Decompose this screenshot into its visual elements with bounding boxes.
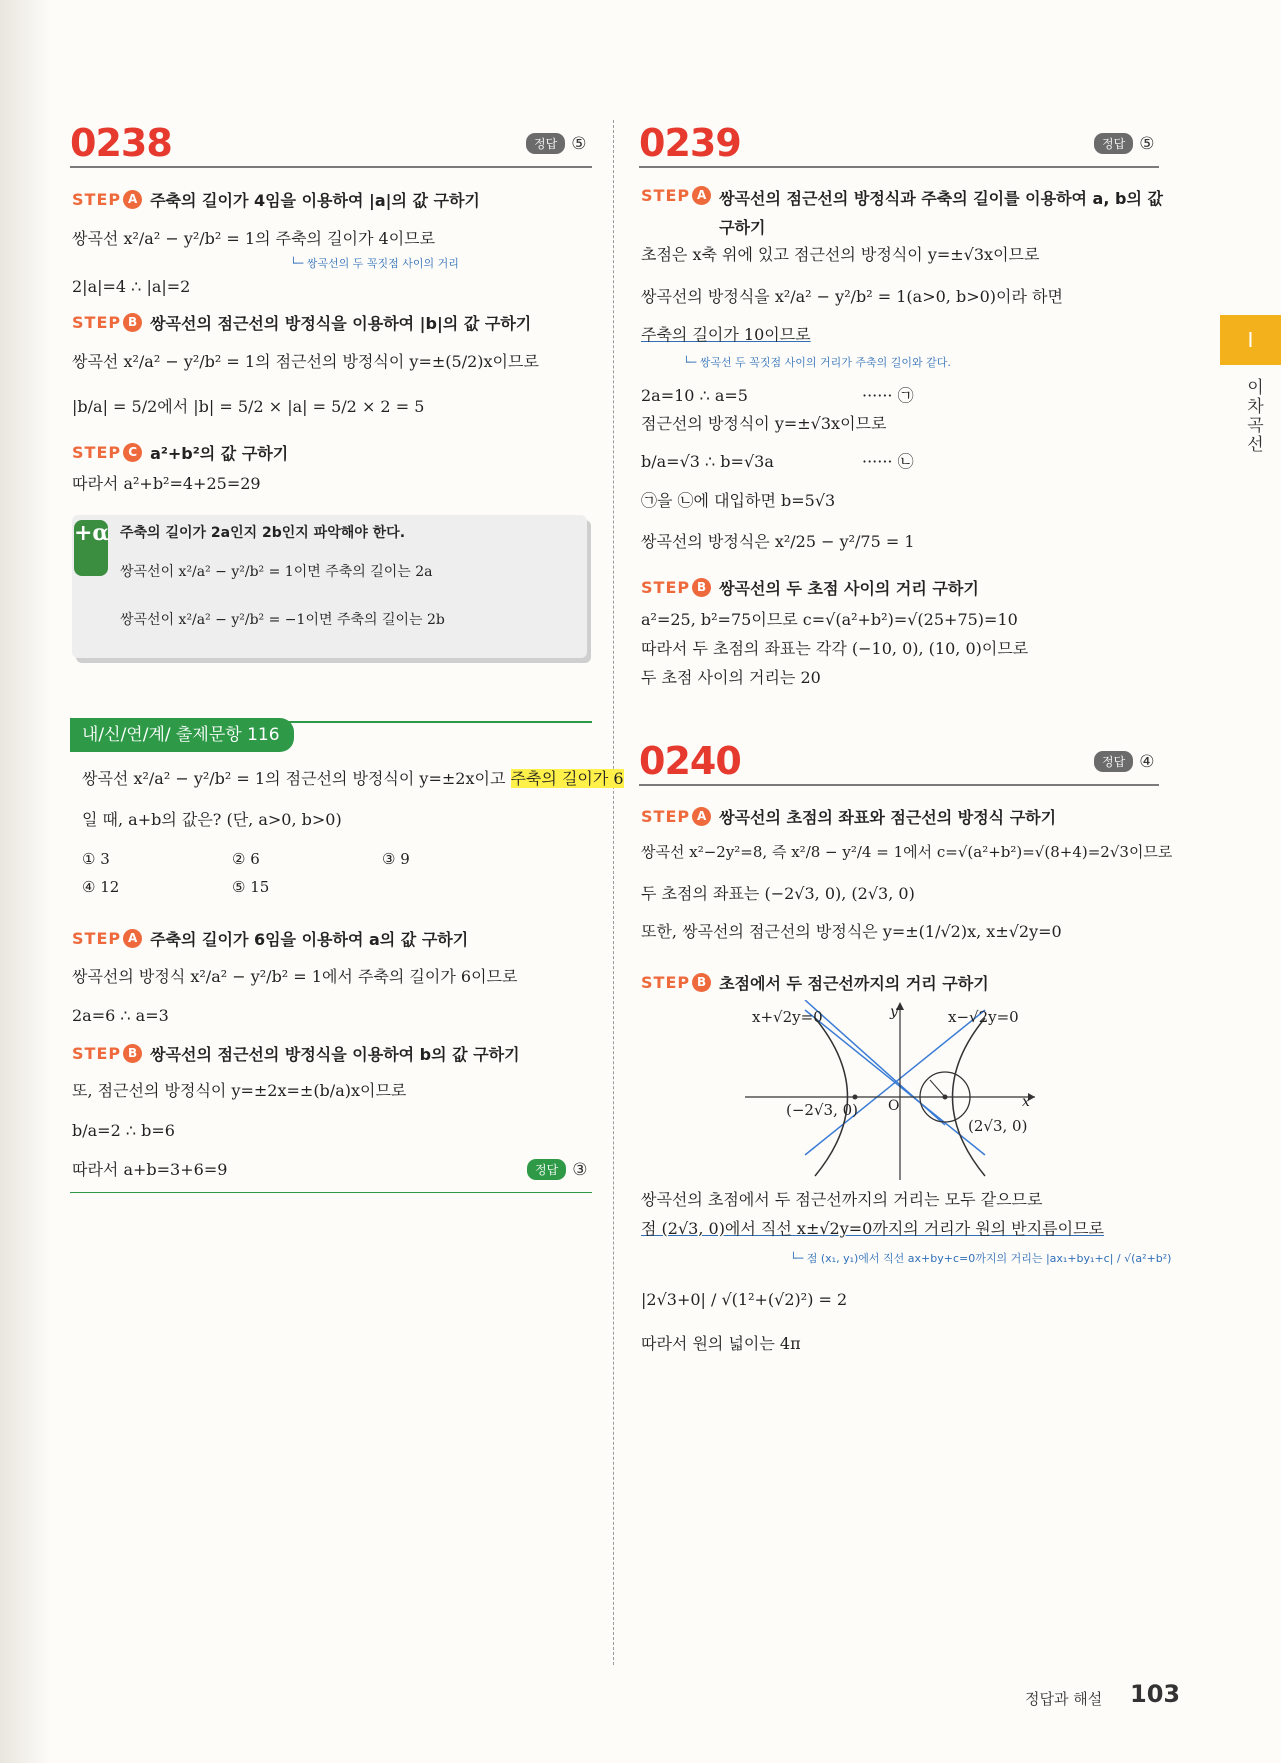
answer-related — [527, 1159, 587, 1180]
eq-line: 쌍곡선의 초점에서 두 점근선까지의 거리는 모두 같으므로 — [641, 1190, 1043, 1209]
step-a-0239 — [641, 186, 1163, 238]
question-highlight: 주축의 길이가 6 — [510, 769, 624, 788]
step-label: STEP — [72, 313, 122, 332]
step-badge: C — [123, 443, 142, 462]
eq-line: b/a=√3 ∴ b=√3a — [641, 452, 774, 471]
step-title: 쌍곡선의 점근선의 방정식을 이용하여 |b|의 값 구하기 — [150, 314, 532, 333]
step-label: STEP — [72, 929, 122, 948]
eq-line: 쌍곡선의 방정식 x²/a² − y²/b² = 1에서 주축의 길이가 6이므로 — [72, 967, 518, 986]
side-note: └─ 점 (x₁, y₁)에서 직선 ax+by+c=0까지의 거리는 |ax₁+by₁+c| / √(a²+b²) — [790, 1252, 1172, 1265]
eq-line: 두 초점의 좌표는 (−2√3, 0), (2√3, 0) — [641, 884, 915, 903]
header-rule — [639, 784, 1159, 786]
step-badge: A — [692, 186, 711, 205]
column-divider — [613, 120, 614, 1665]
answer-0239 — [1094, 133, 1154, 154]
answer-0238 — [526, 133, 586, 154]
step-a-related — [72, 927, 468, 950]
eq-line: 2|a|=4 ∴ |a|=2 — [72, 277, 191, 296]
answer-0240 — [1094, 751, 1154, 772]
step-a-0238 — [72, 188, 480, 211]
eq-line: 점 (2√3, 0)에서 직선 x±√2y=0까지의 거리가 원의 반지름이므로 — [641, 1219, 1105, 1238]
step-title: 쌍곡선의 점근선의 방정식과 주축의 길이를 이용하여 a, b의 값 — [719, 189, 1163, 208]
focus-right-label: (2√3, 0) — [968, 1117, 1028, 1135]
answer-pill: 정답 — [1094, 751, 1133, 772]
answer-pill: 정답 — [1094, 133, 1133, 154]
y-axis-label: y — [890, 1004, 898, 1020]
footer-label: 정답과 해설 — [1025, 1690, 1103, 1708]
step-title: a²+b²의 값 구하기 — [150, 444, 289, 463]
note-text: 쌍곡선의 두 꼭짓점 사이의 거리 — [306, 257, 459, 270]
eq-line: 쌍곡선 x²−2y²=8, 즉 x²/8 − y²/4 = 1에서 c=√(a²+b²)=√(8+4)=2√3이므로 — [641, 843, 1173, 861]
header-rule — [70, 166, 592, 168]
tip-line: 쌍곡선이 x²/a² − y²/b² = 1이면 주축의 길이는 2a — [120, 564, 433, 580]
step-title: 쌍곡선의 초점의 좌표와 점근선의 방정식 구하기 — [719, 808, 1057, 827]
header-rule — [639, 166, 1159, 168]
eq-line: 주축의 길이가 10이므로 — [641, 325, 811, 344]
eq-tag: ······ ㉠ — [862, 386, 914, 405]
choice: ⑤ 15 — [232, 878, 270, 896]
step-title-block — [719, 186, 1163, 238]
step-label: STEP — [72, 190, 122, 209]
step-a-0240 — [641, 805, 1056, 828]
chapter-label: 이차곡선 — [1243, 378, 1263, 454]
problem-number-0239: 0239 — [639, 121, 741, 165]
step-title: 주축의 길이가 4임을 이용하여 |a|의 값 구하기 — [150, 191, 480, 210]
side-note: └─ 쌍곡선 두 꼭짓점 사이의 거리가 주축의 길이와 같다. — [683, 356, 951, 369]
step-badge: A — [123, 190, 142, 209]
note-text: 쌍곡선 두 꼭짓점 사이의 거리가 주축의 길이와 같다. — [699, 356, 951, 369]
eq-tag: ······ ㉡ — [862, 452, 914, 471]
eq-line: 또한, 쌍곡선의 점근선의 방정식은 y=±(1/√2)x, x±√2y=0 — [641, 922, 1062, 941]
chapter-tab: I — [1220, 315, 1281, 365]
plus-alpha-icon: +α — [74, 520, 108, 576]
eq-line: |2√3+0| / √(1²+(√2)²) = 2 — [641, 1290, 848, 1309]
step-label: STEP — [641, 973, 691, 992]
focus-left-point — [853, 1095, 858, 1100]
eq-line: 따라서 a+b=3+6=9 — [72, 1160, 228, 1179]
step-badge: A — [123, 929, 142, 948]
problem-number-0238: 0238 — [70, 121, 172, 165]
answer-pill: 정답 — [527, 1159, 566, 1180]
choice: ① 3 — [82, 850, 110, 868]
eq-line: 따라서 두 초점의 좌표는 각각 (−10, 0), (10, 0)이므로 — [641, 639, 1029, 658]
step-title: 주축의 길이가 6임을 이용하여 a의 값 구하기 — [150, 930, 469, 949]
eq-line: 쌍곡선의 방정식은 x²/25 − y²/75 = 1 — [641, 532, 915, 551]
problem-number-0240: 0240 — [639, 739, 741, 783]
step-label: STEP — [641, 186, 691, 205]
asymptote-label-right: x−√2y=0 — [948, 1008, 1019, 1026]
step-title: 쌍곡선의 점근선의 방정식을 이용하여 b의 값 구하기 — [150, 1045, 520, 1064]
step-badge: B — [123, 1044, 142, 1063]
radius-line — [930, 1080, 945, 1097]
side-note: └─ 쌍곡선의 두 꼭짓점 사이의 거리 — [290, 257, 459, 270]
eq-line: 쌍곡선 x²/a² − y²/b² = 1의 점근선의 방정식이 y=±(5/2)x이므로 — [72, 352, 539, 371]
eq-line: ㉠을 ㉡에 대입하면 b=5√3 — [641, 491, 836, 510]
step-badge: B — [123, 313, 142, 332]
step-label: STEP — [72, 443, 122, 462]
choice: ② 6 — [232, 850, 260, 868]
choice: ③ 9 — [382, 850, 410, 868]
step-badge: B — [692, 578, 711, 597]
answer-value: ④ — [1139, 751, 1155, 772]
answer-value: ⑤ — [1139, 133, 1155, 154]
hyperbola-figure — [745, 1000, 1045, 1180]
step-b-0238 — [72, 311, 531, 334]
focus-left-label: (−2√3, 0) — [786, 1101, 858, 1119]
question-line: 일 때, a+b의 값은? (단, a>0, b>0) — [82, 810, 342, 829]
x-axis-label: x — [1022, 1094, 1030, 1110]
section-end-rule — [70, 1192, 592, 1193]
asymptote-label-left: x+√2y=0 — [752, 1008, 823, 1026]
step-label: STEP — [641, 807, 691, 826]
eq-line: 따라서 a²+b²=4+25=29 — [72, 474, 261, 493]
answer-value: ③ — [572, 1159, 588, 1180]
eq-line: 쌍곡선의 방정식을 x²/a² − y²/b² = 1(a>0, b>0)이라 하면 — [641, 287, 1063, 306]
related-band: 내/신/연/계/ 출제문항 116 — [70, 718, 294, 752]
tip-line: 쌍곡선이 x²/a² − y²/b² = −1이면 주축의 길이는 2b — [120, 612, 445, 628]
eq-line: 두 초점 사이의 거리는 20 — [641, 668, 821, 687]
eq-line: 쌍곡선 x²/a² − y²/b² = 1의 주축의 길이가 4이므로 — [72, 229, 436, 248]
eq-line: 2a=10 ∴ a=5 — [641, 386, 748, 405]
origin-label: O — [888, 1098, 900, 1114]
step-label: STEP — [72, 1044, 122, 1063]
step-label: STEP — [641, 578, 691, 597]
step-badge: B — [692, 973, 711, 992]
step-c-0238 — [72, 441, 288, 464]
tip-title: 주축의 길이가 2a인지 2b인지 파악해야 한다. — [120, 525, 406, 541]
step-title: 쌍곡선의 두 초점 사이의 거리 구하기 — [719, 579, 979, 598]
step-b-related — [72, 1042, 520, 1065]
question-text: 쌍곡선 x²/a² − y²/b² = 1의 점근선의 방정식이 y=±2x이고 — [82, 769, 511, 788]
question-line — [82, 769, 624, 788]
step-badge: A — [692, 807, 711, 826]
eq-line: 점근선의 방정식이 y=±√3x이므로 — [641, 414, 887, 433]
step-b-0239 — [641, 576, 979, 599]
eq-line: 초점은 x축 위에 있고 점근선의 방정식이 y=±√3x이므로 — [641, 245, 1040, 264]
eq-line: 2a=6 ∴ a=3 — [72, 1006, 169, 1025]
step-title: 구하기 — [719, 218, 766, 237]
answer-value: ⑤ — [571, 133, 587, 154]
eq-line: 또, 점근선의 방정식이 y=±2x=±(b/a)x이므로 — [72, 1081, 407, 1100]
note-text: 점 (x₁, y₁)에서 직선 ax+by+c=0까지의 거리는 |ax₁+by₁+c| / √(a²+b²) — [806, 1252, 1172, 1265]
choice: ④ 12 — [82, 878, 120, 896]
eq-line: b/a=2 ∴ b=6 — [72, 1121, 175, 1140]
step-title: 초점에서 두 점근선까지의 거리 구하기 — [719, 974, 989, 993]
step-b-0240 — [641, 971, 989, 994]
answer-pill: 정답 — [526, 133, 565, 154]
eq-line: 따라서 원의 넓이는 4π — [641, 1334, 801, 1353]
binding-shadow — [0, 0, 52, 1763]
page-number: 103 — [1130, 1680, 1181, 1708]
eq-line: a²=25, b²=75이므로 c=√(a²+b²)=√(25+75)=10 — [641, 610, 1018, 629]
eq-line: |b/a| = 5/2에서 |b| = 5/2 × |a| = 5/2 × 2 = 5 — [72, 397, 425, 416]
